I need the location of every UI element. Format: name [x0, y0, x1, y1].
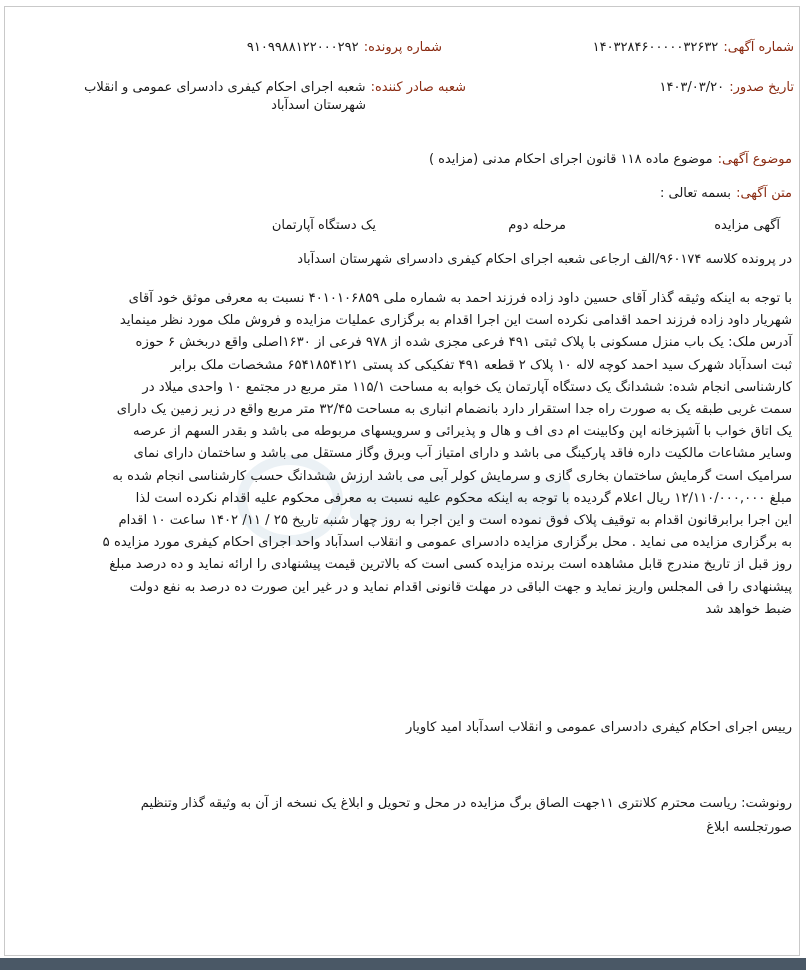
issuer-label: شعبه صادر کننده:	[370, 80, 466, 95]
subject-label: موضوع آگهی:	[717, 152, 792, 167]
body-line: با توجه به اینکه وثیقه گذار آقای حسین داود زاده فرزند احمد به شماره ملی ۴۰۱۰۱۰۶۸۵۹ نسبت به معرفی موثق خود آقای	[128, 291, 792, 306]
cc-line1: رونوشت: ریاست محترم کلانتری ۱۱جهت الصاق برگ مزایده در محل و تحویل و ابلاغ یک نسخه از آن به وثیقه گذار وتنظیم	[140, 796, 792, 811]
body-line: شهریار داود زاده فرزند احمد اقدامی نکرده است این اجرا اقدام به برگزاری عملیات مزایده و فروش ملک مورد نظر مینماید	[119, 313, 792, 329]
cc-line2: صورتجلسه ابلاغ	[706, 820, 792, 835]
issue-date-label: تاریخ صدور:	[729, 80, 794, 95]
signature-line: رییس اجرای احکام کیفری دادسرای عمومی و انقلاب اسدآباد امید کاویار	[405, 720, 792, 735]
bottom-bar	[0, 958, 806, 970]
body-line: این اجرا برابرقانون اقدام به توقیف پلاک فوق نموده است و این اجرا به روز چهار شنبه تاریخ ۲۵ / ۱۱/ ۱۴۰۲ ساعت ۱۰ اقدام	[118, 513, 792, 529]
text-label: متن آگهی:	[736, 186, 792, 201]
case-number-row	[247, 36, 442, 55]
auction-body-text	[12, 288, 792, 621]
case-number-value: ۹۱۰۹۹۸۸۱۲۲۰۰۰۲۹۲	[246, 40, 359, 55]
body-line: ضبط خواهد شد	[705, 601, 792, 617]
auction-heading: آگهی مزایده	[714, 218, 780, 233]
body-line: پیشنهادی را فی المجلس واریز نماید و جهت الباقی در مهلت قانونی اقدام نماید و در غیر این صورت ده درصد به نفع دولت	[129, 579, 792, 595]
auction-item: یک دستگاه آپارتمان	[271, 218, 376, 233]
ad-number-value: ۱۴۰۳۲۸۴۶۰۰۰۰۰۳۲۶۳۲	[592, 40, 719, 55]
body-line: آدرس ملک: یک باب منزل مسکونی با پلاک ثبتی ۴۹۱ فرعی مجزی شده از ۹۷۸ فرعی از ۱۶۳۰اصلی واقع دربخش ۶ حوزه	[135, 335, 792, 351]
body-line: کارشناسی انجام شده: ششدانگ یک دستگاه آپارتمان یک خوابه به مساحت ۱۱۵/۱ متر مربع در مجتمع ۱۰ واحدی میلاد در	[142, 379, 792, 395]
ad-number-label: شماره آگهی:	[723, 40, 794, 55]
issuer-line1: شعبه اجرای احکام کیفری دادسرای عمومی و انقلاب	[84, 80, 366, 95]
text-intro-row	[660, 182, 792, 201]
body-line: وسایر مشاعات مالکیت داره فاقد پارکینگ می باشد و دارای امتیاز آب وبرق وگاز مستقل می باشد و ساختمان دارای نمای	[133, 446, 792, 462]
subject-value: موضوع ماده ۱۱۸ قانون اجرای احکام مدنی (مزایده )	[428, 152, 713, 167]
ad-number-row	[593, 36, 794, 55]
body-line: سمت غربی طبقه یک به صورت راه جدا استقرار دارد بانضمام انباری به مساحت ۳۲/۴۵ متر مربع واقع در زیر زمین یک دارای	[116, 402, 792, 418]
case-number-label: شماره پرونده:	[363, 40, 442, 55]
text-intro-value: بسمه تعالی :	[659, 186, 731, 201]
issuer-line2: شهرستان اسدآباد	[271, 98, 366, 113]
case-reference-line: در پرونده کلاسه ۹۶۰۱۷۴/الف ارجاعی شعبه اجرای احکام کیفری دادسرای شهرستان اسدآباد	[297, 252, 792, 267]
auction-stage: مرحله دوم	[508, 218, 566, 233]
body-line: به برگزاری مزایده می نماید . محل برگزاری مزایده دادسرای عمومی و انقلاب اسدآباد واحد اجرای احکام کیفری مورد مزایده ۵	[102, 535, 792, 551]
issue-date-value: ۱۴۰۳/۰۳/۲۰	[659, 80, 725, 95]
body-line: ثبت اسدآباد شهرک سید احمد کوچه لاله ۱۰ پلاک ۲ قطعه ۴۹۱ تفکیکی کد پستی ۶۵۴۱۸۵۴۱۲۱ مشخصات ملک برابر	[170, 357, 792, 373]
body-line: یک اتاق خواب با آشپزخانه اپن وکابینت ام دی اف و هال و پذیرائی و سرویسهای مربوطه می باشد و بقدر السهم از عرصه	[133, 424, 792, 440]
issuer-row	[84, 76, 466, 95]
body-line: روز قبل از تاریخ مندرج قابل مشاهده است برنده مزایده کسی است که بالاترین قیمت پیشنهادی را ارائه نماید و ده درصد مبلغ	[109, 557, 792, 573]
body-line: مبلغ ۱۲/۱۱۰/۰۰۰,۰۰۰ ریال اعلام گردیده با توجه به اینکه محکوم علیه نسبت به معرفی محکوم علیه اقدام نکرده است لذا	[135, 490, 792, 506]
issue-date-row	[659, 76, 794, 95]
body-line: سرامیک است گرمایش ساختمان بخاری گازی و سرمایش کولر آبی می باشد ارزش ششدانگ حسب کارشناسی انجام شده به	[112, 468, 792, 484]
subject-row	[429, 148, 792, 167]
